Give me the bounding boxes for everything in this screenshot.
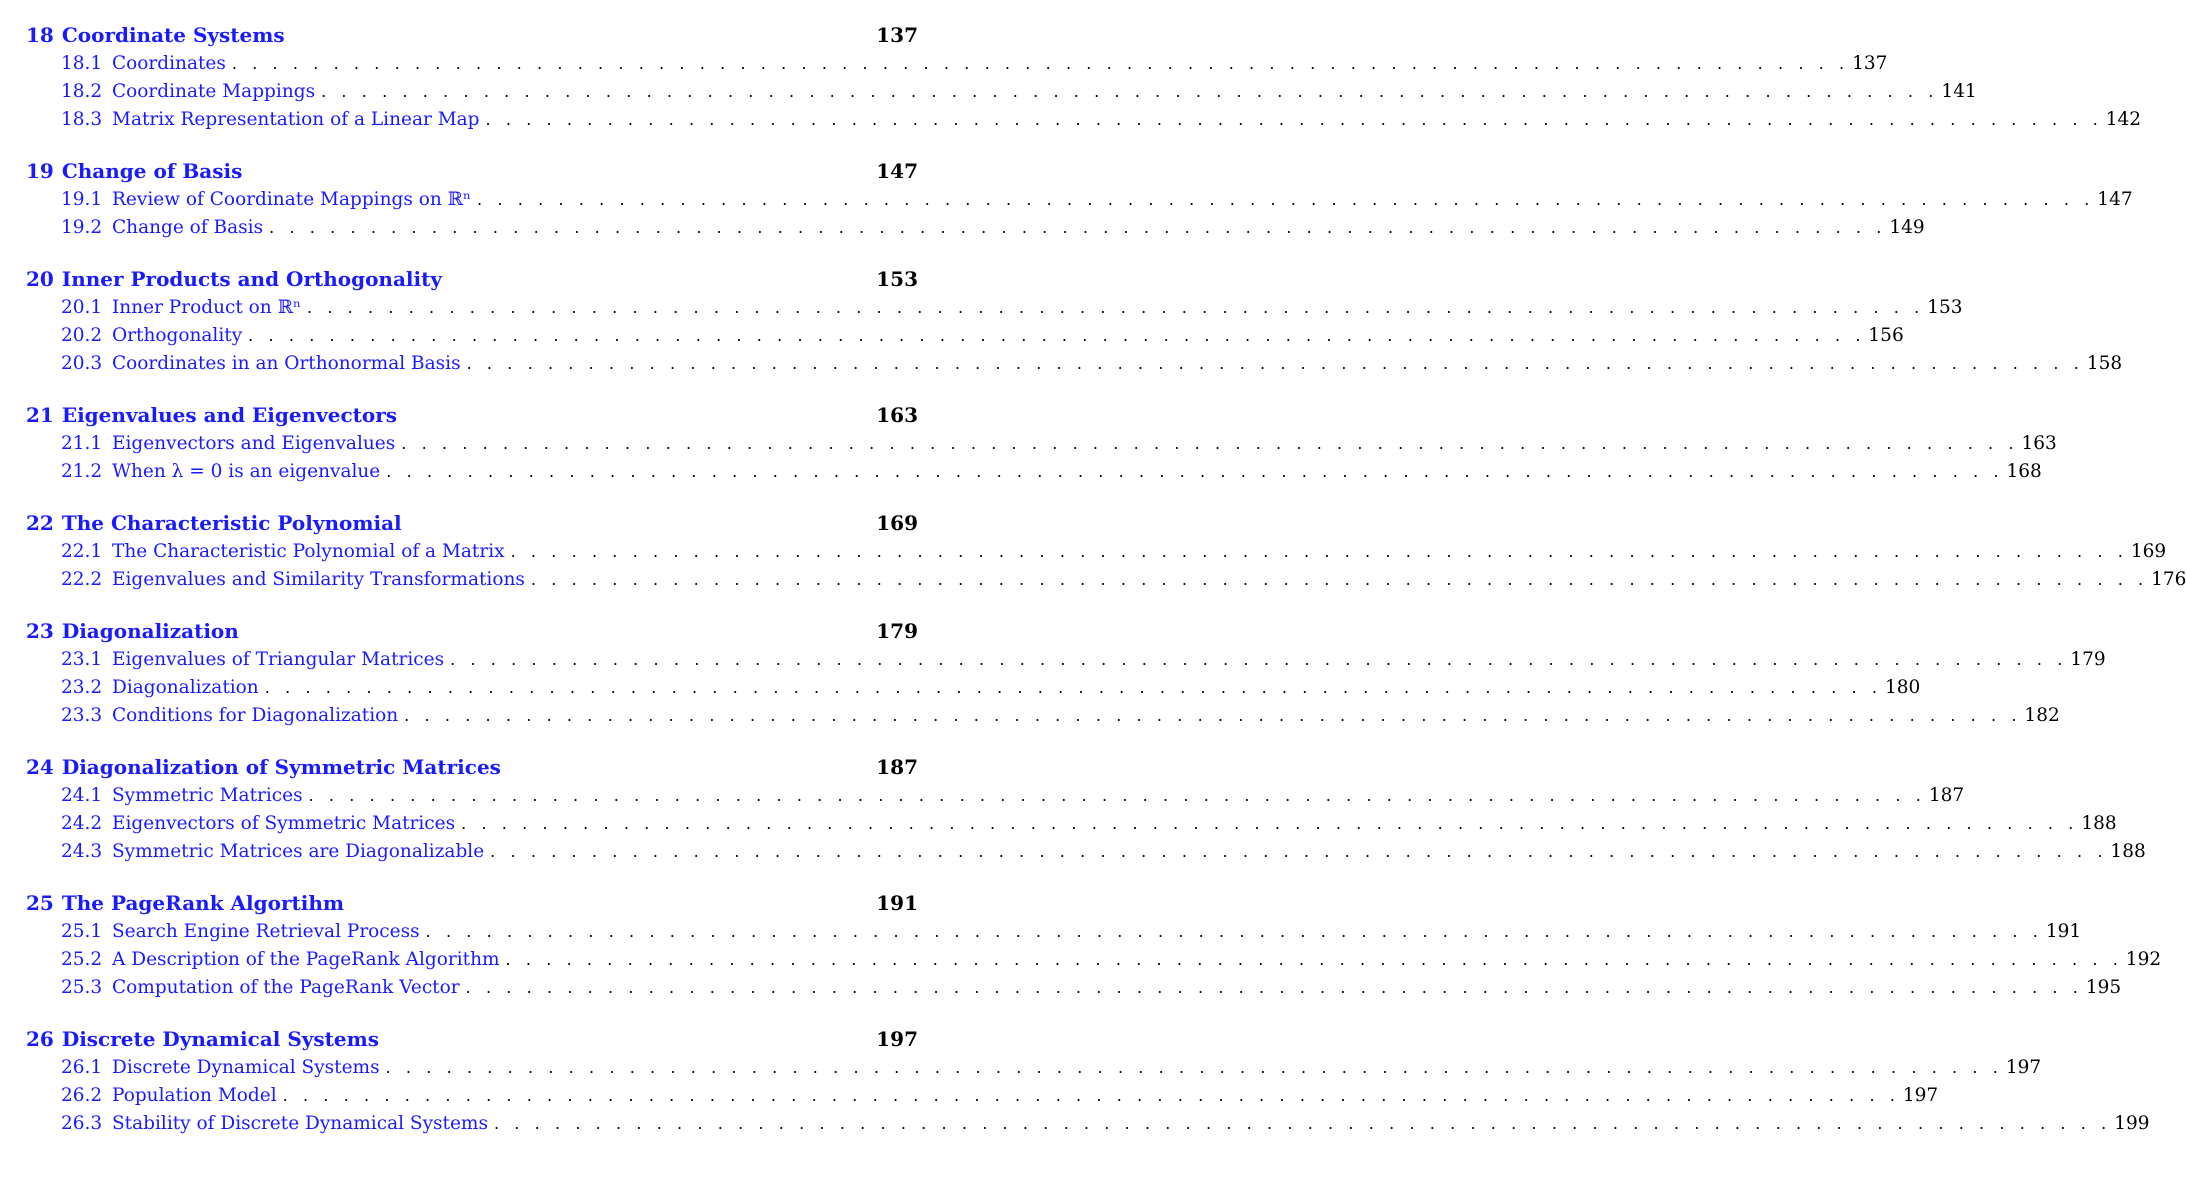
chapter-page: 187: [876, 755, 918, 779]
dot-leader: . . . . . . . . . . . . . . . . . . . . . . . . . . . . . . . . . . . . . . . . . . . . . . . . . . . . . . . . . . . . . . . . . . . . . . . . . . . . . . . .: [490, 842, 2103, 861]
chapter-title: Coordinate Systems: [61, 23, 285, 47]
section-title: The Characteristic Polynomial of a Matrix: [112, 541, 505, 562]
section-number: 25.1: [61, 921, 103, 942]
toc-chapter: [26, 400, 2057, 486]
section-page: 153: [1927, 297, 1963, 318]
section-link[interactable]: [26, 538, 2167, 566]
chapter-link[interactable]: [26, 508, 918, 538]
chapter-link[interactable]: [26, 20, 918, 50]
section-link[interactable]: [26, 646, 2106, 674]
section-link[interactable]: [26, 702, 2060, 730]
section-title: Stability of Discrete Dynamical Systems: [112, 1113, 488, 1134]
section-link[interactable]: [26, 974, 2122, 1002]
chapter-number: 20: [26, 267, 54, 291]
section-link[interactable]: [26, 1054, 2042, 1082]
toc-chapter: [26, 20, 2142, 134]
section-page: 142: [2105, 109, 2142, 130]
section-link[interactable]: [26, 918, 2082, 946]
section-number: 23.3: [61, 705, 103, 726]
chapter-title: Diagonalization: [61, 619, 239, 643]
section-title: Eigenvectors and Eigenvalues: [112, 433, 396, 454]
section-number: 26.2: [61, 1085, 103, 1106]
dot-leader: . . . . . . . . . . . . . . . . . . . . . . . . . . . . . . . . . . . . . . . . . . . . . . . . . . . . . . . . . . . . . . . . . . . . . . . . . . . . . . . .: [485, 110, 2098, 129]
chapter-title: Discrete Dynamical Systems: [61, 1027, 380, 1051]
chapter-link[interactable]: [26, 156, 918, 186]
dot-leader: . . . . . . . . . . . . . . . . . . . . . . . . . . . . . . . . . . . . . . . . . . . . . . . . . . . . . . . . . . . . . . . . . . . . . . . . . . . . . . . .: [404, 706, 2017, 725]
chapter-title: The PageRank Algortihm: [61, 891, 345, 915]
section-page: 187: [1928, 785, 1965, 806]
section-page: 195: [2085, 977, 2122, 998]
section-link[interactable]: [26, 458, 2042, 486]
section-title: Eigenvalues of Triangular Matrices: [112, 649, 445, 670]
chapter-page: 153: [876, 267, 918, 291]
section-number: 19.2: [61, 217, 103, 238]
section-link[interactable]: [26, 106, 2142, 134]
section-link[interactable]: [26, 430, 2057, 458]
toc-chapter: [26, 264, 2123, 378]
section-number: 18.1: [61, 53, 103, 74]
chapter-title: Eigenvalues and Eigenvectors: [61, 403, 398, 427]
section-number: 22.1: [61, 541, 103, 562]
chapter-page: 191: [876, 891, 918, 915]
dot-leader: . . . . . . . . . . . . . . . . . . . . . . . . . . . . . . . . . . . . . . . . . . . . . . . . . . . . . . . . . . . . . . . . . . . . . . . . . . . . . . . .: [401, 434, 2014, 453]
section-title: Matrix Representation of a Linear Map: [112, 109, 480, 130]
section-link[interactable]: [26, 566, 2186, 594]
toc-chapter: [26, 156, 2133, 242]
section-number: 26.1: [61, 1057, 103, 1078]
dot-leader: . . . . . . . . . . . . . . . . . . . . . . . . . . . . . . . . . . . . . . . . . . . . . . . . . . . . . . . . . . . . . . . . . . . . . . . . . . . . . . . .: [510, 542, 2123, 561]
section-link[interactable]: [26, 946, 2162, 974]
chapter-number: 26: [26, 1027, 54, 1051]
section-number: 21.1: [61, 433, 103, 454]
dot-leader: . . . . . . . . . . . . . . . . . . . . . . . . . . . . . . . . . . . . . . . . . . . . . . . . . . . . . . . . . . . . . . . . . . . . . . . . . . . . . . . .: [477, 190, 2090, 209]
section-number: 23.1: [61, 649, 103, 670]
section-number: 24.1: [61, 785, 103, 806]
section-title: Symmetric Matrices: [112, 785, 303, 806]
chapter-number: 24: [26, 755, 54, 779]
table-of-contents: [26, 20, 2186, 1160]
chapter-page: 169: [876, 511, 918, 535]
section-number: 26.3: [61, 1113, 103, 1134]
section-title: Search Engine Retrieval Process: [112, 921, 420, 942]
chapter-page: 147: [876, 159, 918, 183]
section-link[interactable]: [26, 782, 1965, 810]
section-page: 137: [1852, 53, 1888, 74]
chapter-title: Diagonalization of Symmetric Matrices: [61, 755, 501, 779]
chapter-link[interactable]: [26, 752, 918, 782]
section-title: Change of Basis: [112, 217, 264, 238]
dot-leader: . . . . . . . . . . . . . . . . . . . . . . . . . . . . . . . . . . . . . . . . . . . . . . . . . . . . . . . . . . . . . . . . . . . . . . . . . . . . . . . .: [306, 298, 1920, 317]
section-title: When λ = 0 is an eigenvalue: [112, 461, 381, 482]
section-link[interactable]: [26, 78, 1977, 106]
chapter-title: Change of Basis: [61, 159, 243, 183]
section-link[interactable]: [26, 838, 2146, 866]
section-title: Conditions for Diagonalization: [112, 705, 399, 726]
section-page: 188: [2110, 841, 2146, 862]
section-title: Eigenvalues and Similarity Transformations: [112, 569, 525, 590]
dot-leader: . . . . . . . . . . . . . . . . . . . . . . . . . . . . . . . . . . . . . . . . . . . . . . . . . . . . . . . . . . . . . . . . . . . . . . . . . . . . . . . .: [466, 354, 2079, 373]
section-link[interactable]: [26, 50, 1888, 78]
chapter-link[interactable]: [26, 616, 918, 646]
toc-chapter: [26, 888, 2162, 1002]
section-title: Eigenvectors of Symmetric Matrices: [112, 813, 456, 834]
chapter-link[interactable]: [26, 888, 918, 918]
section-page: 149: [1889, 217, 1925, 238]
section-title: Population Model: [112, 1085, 277, 1106]
section-number: 24.3: [61, 841, 103, 862]
section-number: 20.2: [61, 325, 103, 346]
chapter-page: 179: [876, 619, 918, 643]
section-number: 25.2: [61, 949, 103, 970]
section-page: 147: [2097, 189, 2133, 210]
chapter-number: 22: [26, 511, 54, 535]
dot-leader: . . . . . . . . . . . . . . . . . . . . . . . . . . . . . . . . . . . . . . . . . . . . . . . . . . . . . . . . . . . . . . . . . . . . . . . . . . . . . . . .: [248, 326, 1861, 345]
toc-chapter: [26, 752, 2146, 866]
section-number: 20.3: [61, 353, 103, 374]
section-page: 156: [1868, 325, 1904, 346]
chapter-title: The Characteristic Polynomial: [61, 511, 402, 535]
section-title: Computation of the PageRank Vector: [112, 977, 460, 998]
section-number: 18.2: [61, 81, 103, 102]
section-link[interactable]: [26, 214, 1925, 242]
dot-leader: . . . . . . . . . . . . . . . . . . . . . . . . . . . . . . . . . . . . . . . . . . . . . . . . . . . . . . . . . . . . . . . . . . . . . . . . . . . . . . . .: [450, 650, 2063, 669]
dot-leader: . . . . . . . . . . . . . . . . . . . . . . . . . . . . . . . . . . . . . . . . . . . . . . . . . . . . . . . . . . . . . . . . . . . . . . . . . . . . . . . .: [425, 922, 2038, 941]
dot-leader: . . . . . . . . . . . . . . . . . . . . . . . . . . . . . . . . . . . . . . . . . . . . . . . . . . . . . . . . . . . . . . . . . . . . . . . . . . . . . . . .: [461, 814, 2074, 833]
section-page: 197: [1902, 1085, 1939, 1106]
section-number: 24.2: [61, 813, 103, 834]
chapter-link[interactable]: [26, 1024, 918, 1054]
section-title: Coordinates in an Orthonormal Basis: [112, 353, 461, 374]
chapter-number: 19: [26, 159, 54, 183]
section-page: 192: [2125, 949, 2162, 970]
chapter-title: Inner Products and Orthogonality: [61, 267, 442, 291]
chapter-page: 163: [876, 403, 918, 427]
section-number: 18.3: [61, 109, 103, 130]
dot-leader: . . . . . . . . . . . . . . . . . . . . . . . . . . . . . . . . . . . . . . . . . . . . . . . . . . . . . . . . . . . . . . . . . . . . . . . . . . . . . . . .: [530, 570, 2144, 589]
dot-leader: . . . . . . . . . . . . . . . . . . . . . . . . . . . . . . . . . . . . . . . . . . . . . . . . . . . . . . . . . . . . . . . . . . . . . . . . . . . . . . . .: [505, 950, 2118, 969]
dot-leader: . . . . . . . . . . . . . . . . . . . . . . . . . . . . . . . . . . . . . . . . . . . . . . . . . . . . . . . . . . . . . . . . . . . . . . . . . . . . . . . .: [493, 1114, 2107, 1133]
section-title: Diagonalization: [112, 677, 259, 698]
section-page: 188: [2081, 813, 2117, 834]
dot-leader: . . . . . . . . . . . . . . . . . . . . . . . . . . . . . . . . . . . . . . . . . . . . . . . . . . . . . . . . . . . . . . . . . . . . . . . . . . . . . . . .: [385, 1058, 1998, 1077]
chapter-page: 197: [876, 1027, 918, 1051]
toc-chapter: [26, 1024, 2150, 1138]
dot-leader: . . . . . . . . . . . . . . . . . . . . . . . . . . . . . . . . . . . . . . . . . . . . . . . . . . . . . . . . . . . . . . . . . . . . . . . . . . . . . . . .: [269, 218, 1882, 237]
chapter-number: 25: [26, 891, 54, 915]
section-title: Review of Coordinate Mappings on ℝⁿ: [112, 189, 472, 210]
toc-chapter: [26, 616, 2106, 730]
section-number: 21.2: [61, 461, 103, 482]
section-link[interactable]: [26, 294, 1963, 322]
section-page: 180: [1884, 677, 1921, 698]
chapter-link[interactable]: [26, 264, 918, 294]
section-page: 141: [1941, 81, 1977, 102]
section-link[interactable]: [26, 322, 1904, 350]
section-title: Symmetric Matrices are Diagonalizable: [112, 841, 485, 862]
section-link[interactable]: [26, 1110, 2150, 1138]
section-title: Coordinate Mappings: [112, 81, 316, 102]
section-number: 22.2: [61, 569, 103, 590]
section-link[interactable]: [26, 186, 2133, 214]
chapter-link[interactable]: [26, 400, 918, 430]
section-title: Inner Product on ℝⁿ: [112, 297, 301, 318]
section-title: Discrete Dynamical Systems: [112, 1057, 380, 1078]
section-page: 191: [2045, 921, 2082, 942]
section-page: 158: [2086, 353, 2123, 374]
section-number: 25.3: [61, 977, 103, 998]
dot-leader: . . . . . . . . . . . . . . . . . . . . . . . . . . . . . . . . . . . . . . . . . . . . . . . . . . . . . . . . . . . . . . . . . . . . . . . . . . . . . . . .: [231, 54, 1845, 73]
section-number: 19.1: [61, 189, 103, 210]
section-page: 168: [2006, 461, 2042, 482]
section-number: 23.2: [61, 677, 103, 698]
chapter-page: 137: [876, 23, 918, 47]
section-title: Coordinates: [112, 53, 226, 74]
dot-leader: . . . . . . . . . . . . . . . . . . . . . . . . . . . . . . . . . . . . . . . . . . . . . . . . . . . . . . . . . . . . . . . . . . . . . . . . . . . . . . . .: [264, 678, 1877, 697]
section-number: 20.1: [61, 297, 103, 318]
dot-leader: . . . . . . . . . . . . . . . . . . . . . . . . . . . . . . . . . . . . . . . . . . . . . . . . . . . . . . . . . . . . . . . . . . . . . . . . . . . . . . . .: [321, 82, 1934, 101]
section-page: 169: [2130, 541, 2167, 562]
section-page: 199: [2114, 1113, 2150, 1134]
section-page: 182: [2024, 705, 2060, 726]
dot-leader: . . . . . . . . . . . . . . . . . . . . . . . . . . . . . . . . . . . . . . . . . . . . . . . . . . . . . . . . . . . . . . . . . . . . . . . . . . . . . . . .: [386, 462, 1999, 481]
dot-leader: . . . . . . . . . . . . . . . . . . . . . . . . . . . . . . . . . . . . . . . . . . . . . . . . . . . . . . . . . . . . . . . . . . . . . . . . . . . . . . . .: [465, 978, 2078, 997]
chapter-number: 21: [26, 403, 54, 427]
section-title: Orthogonality: [112, 325, 243, 346]
section-page: 197: [2005, 1057, 2042, 1078]
section-page: 163: [2021, 433, 2057, 454]
chapter-number: 23: [26, 619, 54, 643]
section-page: 179: [2070, 649, 2106, 670]
dot-leader: . . . . . . . . . . . . . . . . . . . . . . . . . . . . . . . . . . . . . . . . . . . . . . . . . . . . . . . . . . . . . . . . . . . . . . . . . . . . . . . .: [282, 1086, 1895, 1105]
section-title: A Description of the PageRank Algorithm: [112, 949, 500, 970]
section-link[interactable]: [26, 1082, 1939, 1110]
section-link[interactable]: [26, 674, 1921, 702]
section-link[interactable]: [26, 810, 2117, 838]
toc-chapter: [26, 508, 2186, 594]
section-link[interactable]: [26, 350, 2123, 378]
dot-leader: . . . . . . . . . . . . . . . . . . . . . . . . . . . . . . . . . . . . . . . . . . . . . . . . . . . . . . . . . . . . . . . . . . . . . . . . . . . . . . . .: [308, 786, 1921, 805]
chapter-number: 18: [26, 23, 54, 47]
section-page: 176: [2151, 569, 2186, 590]
